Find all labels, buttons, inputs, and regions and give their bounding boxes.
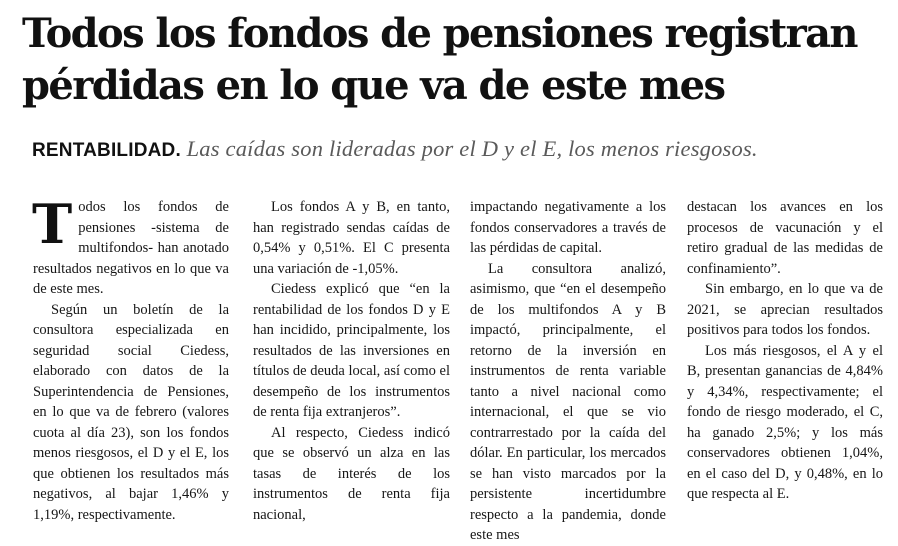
headline-line-1: Todos los fondos de pensiones registran: [22, 10, 857, 57]
article-column-4: [687, 197, 883, 505]
paragraph: Según un boletín de la consultora especializada en seguridad social Ciedess, elaborado con datos de la Superintendencia de Pensiones, en lo que va de febrero (valores cuota al día 23), son los fondos menos riesgosos, el D y el E, los que obtienen los resultados más negativos, al bajar 1,46% y 1,19%, respectivamente.: [33, 301, 229, 523]
paragraph: impactando negativamente a los fondos conservadores a través de las pérdidas de capital.: [470, 199, 666, 256]
paragraph: Al respecto, Ciedess indicó que se observó un alza en las tasas de interés de los instrumentos de renta fija nacional,: [253, 424, 450, 523]
paragraph-text: odos los fondos de pensiones -sistema de multifondos- han anotado resultados negativos en lo que va de este mes.: [33, 199, 229, 297]
article-column-1: [32, 192, 229, 525]
headline: [22, 8, 882, 112]
article-column-2: [253, 197, 450, 525]
subheadline-text: Las caídas son lideradas por el D y el E, los menos riesgosos.: [186, 136, 758, 161]
paragraph: Sin embargo, en lo que va de 2021, se aprecian resultados positivos para todos los fondos.: [687, 281, 883, 338]
paragraph: Ciedess explicó que “en la rentabilidad de los fondos D y E han incidido, principalmente, los resultados de las inversiones en títulos de deuda local, así como el desempeño de los instrumentos de renta fija extranjeros”.: [253, 281, 450, 420]
paragraph: [32, 192, 229, 300]
paragraph: La consultora analizó, asimismo, que “en el desempeño de los multifondos A y B impactó, principalmente, el retorno de la inversión en instrumentos de renta variable tanto a nivel nacional como internacional, el que se vio contrarrestado por la caída del dólar. En particular, los mercados se han visto marcados por la persistente incertidumbre respecto a la pandemia, donde este mes: [470, 260, 666, 543]
drop-cap: T: [32, 192, 73, 256]
subheadline: [32, 134, 892, 166]
section-label: RENTABILIDAD.: [32, 140, 181, 161]
headline-line-2: pérdidas en lo que va de este mes: [22, 62, 725, 109]
paragraph: Los más riesgosos, el A y el B, presentan ganancias de 4,84% y 4,34%, respectivamente; el fondo de riesgo moderado, el C, ha ganado 2,5%; y los más conservadores obtienen 1,04%, en el caso del D, y 0,48%, en lo que respecta al E.: [687, 342, 883, 502]
paragraph: destacan los avances en los procesos de vacunación y el retiro gradual de las medidas de confinamiento”.: [687, 199, 883, 277]
paragraph: Los fondos A y B, en tanto, han registrado sendas caídas de 0,54% y 0,51%. El C presenta una variación de -1,05%.: [253, 199, 450, 277]
article-column-3: [470, 197, 666, 546]
